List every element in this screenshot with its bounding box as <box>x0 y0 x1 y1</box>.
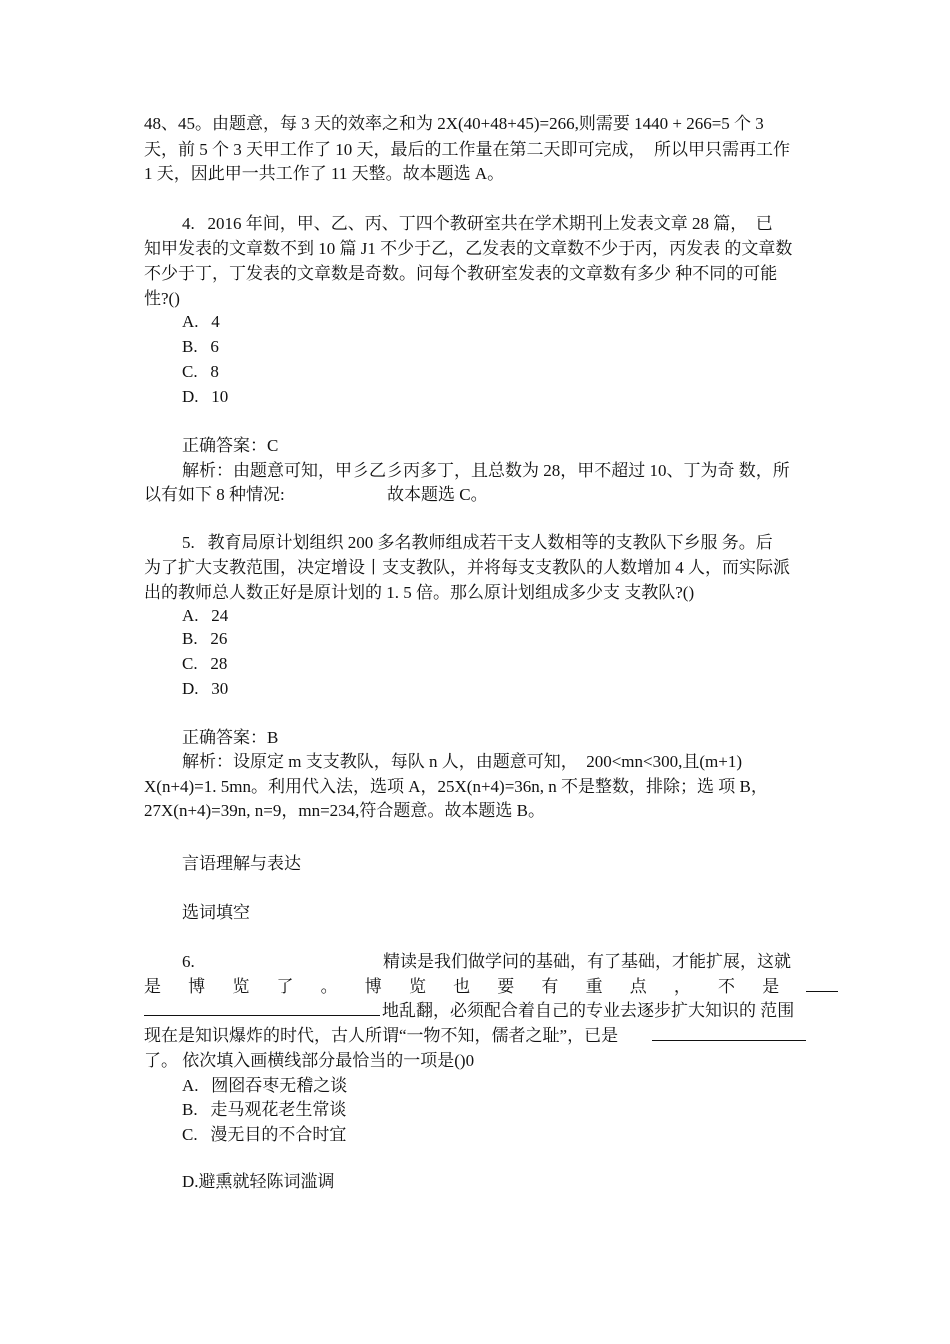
section-heading: 言语理解与表达 <box>182 854 301 873</box>
char: 博 <box>364 977 394 996</box>
char: 要 <box>497 977 526 996</box>
option-b: B. 走马观花老生常谈 <box>182 1100 347 1119</box>
option-d: D.避熏就轻陈词滥调 <box>182 1172 335 1191</box>
question-text: 地乱翻，必须配合着自己的专业去逐步扩大知识的 范围 <box>382 1001 795 1020</box>
option-d: D. 30 <box>182 679 229 698</box>
char: 博 <box>188 977 217 996</box>
analysis-text: 解析：由题意可知，甲彡乙彡丙多丁，且总数为 28，甲不超过 10、丁为奇 数，所 <box>182 461 790 480</box>
char: 。 <box>320 977 350 996</box>
char: ， <box>673 977 703 996</box>
char: 重 <box>585 977 615 996</box>
text-line: 48、45。由题意，每 3 天的效率之和为 2X(40+48+45)=266,则需要 1440 + 266=5 个 3 <box>144 114 764 133</box>
option-b: B. 26 <box>182 629 228 648</box>
option-c: C. 28 <box>182 654 228 673</box>
char: 览 <box>232 977 261 996</box>
text-line: 天，前 5 个 3 天甲工作了 10 天，最后的工作量在第二天即可完成， 所以甲只需再工作 <box>144 140 790 159</box>
subsection-heading: 选词填空 <box>182 903 250 922</box>
fill-blank-1-end <box>144 1000 380 1022</box>
text-line: 1 天，因此甲一共工作了 11 天整。故本题选 A。 <box>144 164 505 183</box>
option-a: A. 24 <box>182 606 229 625</box>
char: 点 <box>629 977 659 996</box>
question-text: 4. 2016 年间，甲、乙、丙、丁四个教研室共在学术期刊上发表文章 28 篇， 已 <box>182 214 773 233</box>
option-c: C. 漫无目的不合时宜 <box>182 1125 347 1144</box>
question-text: 为了扩大支教范围，决定增设丨支支教队，并将每支支教队的人数增加 4 人，而实际派 <box>144 558 790 577</box>
char: 有 <box>541 977 570 996</box>
option-a: A. 囫囵吞枣无稽之谈 <box>182 1076 348 1095</box>
analysis-text: X(n+4)=1. 5mn。利用代入法，选项 A，25X(n+4)=36n, n 不是整数，排除；选 项 B， <box>144 777 768 796</box>
option-c: C. 8 <box>182 362 219 381</box>
char: 不 <box>718 977 747 996</box>
char: 也 <box>453 977 482 996</box>
question-text: 知甲发表的文章数不到 10 篇 J1 不少于乙，乙发表的文章数不少于丙，丙发表 的文章数 <box>144 239 793 258</box>
question-text: 5. 教育局原计划组织 200 多名教师组成若干支人数相等的支教队下乡服 务。后 <box>182 533 773 552</box>
char: 是 <box>762 977 780 996</box>
analysis-text: 故本题选 C。 <box>387 485 488 504</box>
fill-blank-1-start <box>806 976 838 998</box>
char: 了 <box>276 977 305 996</box>
question-text-spaced <box>144 976 779 998</box>
question-text: 出的教师总人数正好是原计划的 1. 5 倍。那么原计划组成多少支 支教队?() <box>144 583 695 602</box>
question-text: 性?() <box>144 289 180 308</box>
answer-text: 正确答案：C <box>182 436 279 455</box>
answer-text: 正确答案：B <box>182 728 279 747</box>
question-text: 现在是知识爆炸的时代，古人所谓“一物不知，儒者之耻”，已是 <box>144 1026 619 1045</box>
analysis-text: 解析：设原定 m 支支教队，每队 n 人，由题意可知， 200<mn<300,且(m+1) <box>182 752 743 771</box>
question-number: 6. <box>182 952 195 971</box>
option-d: D. 10 <box>182 387 229 406</box>
char: 览 <box>408 977 438 996</box>
analysis-text: 以有如下 8 种情况: <box>144 485 285 504</box>
fill-blank-2 <box>652 1025 806 1047</box>
question-text: 精读是我们做学问的基础，有了基础，才能扩展，这就 <box>383 952 791 971</box>
analysis-text: 27X(n+4)=39n, n=9，mn=234,符合题意。故本题选 B。 <box>144 801 546 820</box>
option-b: B. 6 <box>182 337 219 356</box>
question-text: 不少于丁，丁发表的文章数是奇数。问每个教研室发表的文章数有多少 种不同的可能 <box>144 264 778 283</box>
option-a: A. 4 <box>182 312 220 331</box>
question-text: 了。 依次填入画横线部分最恰当的一项是()0 <box>144 1051 475 1070</box>
char: 是 <box>144 977 173 996</box>
